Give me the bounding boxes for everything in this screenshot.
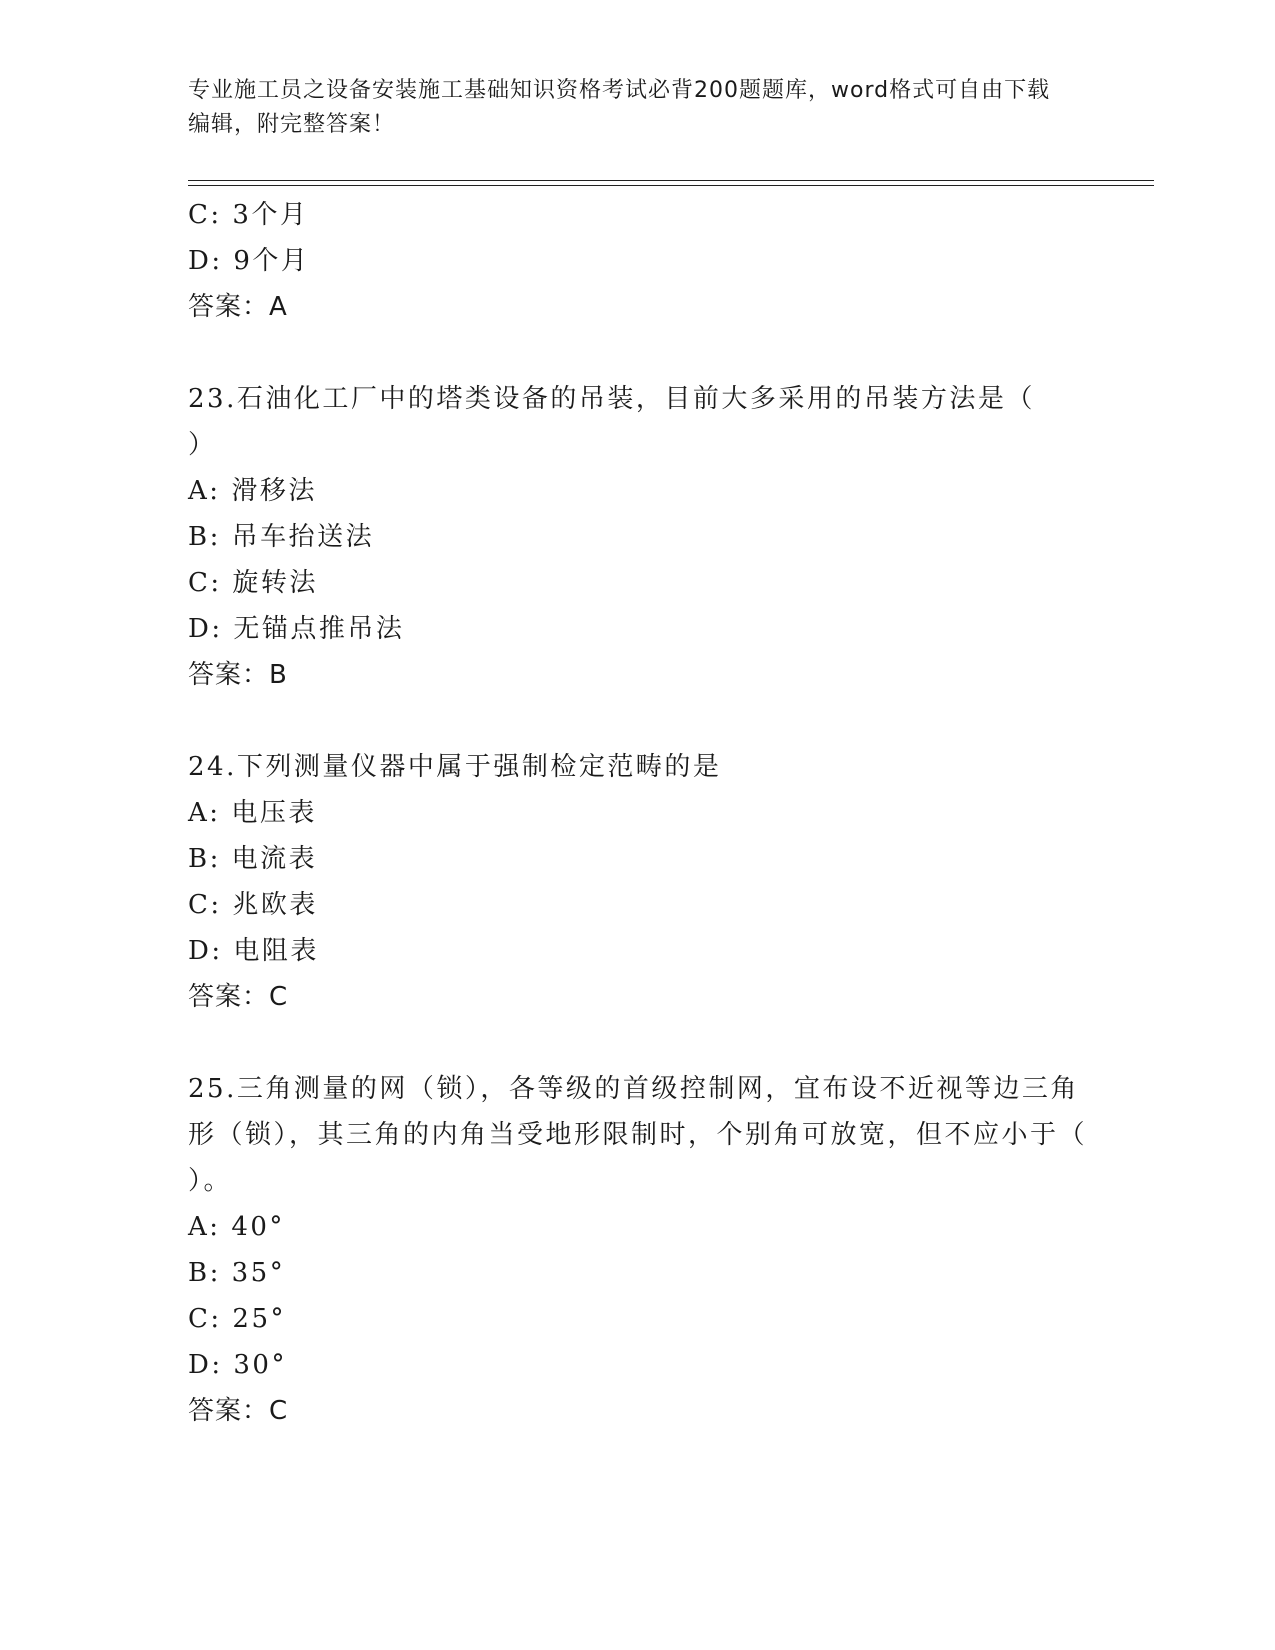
- option-key: B:: [188, 1258, 221, 1288]
- option-c: [188, 882, 1088, 928]
- answer: 答案：A: [188, 292, 288, 322]
- question-list: [188, 192, 1088, 1434]
- spacer: [188, 698, 1088, 744]
- option-key: B:: [188, 522, 221, 552]
- option-d: [188, 238, 1088, 284]
- question-25: [188, 1066, 1088, 1434]
- option-key: A:: [188, 1212, 221, 1242]
- question-text: [188, 1066, 1088, 1204]
- option-d: [188, 606, 1088, 652]
- option-text: 3个月: [232, 200, 309, 230]
- option-key: A:: [188, 798, 221, 828]
- option-text: 电压表: [231, 798, 317, 828]
- option-b: [188, 836, 1088, 882]
- option-text: 40°: [231, 1212, 285, 1242]
- option-text: 9个月: [233, 246, 310, 276]
- document-header: 专业施工员之设备安装施工基础知识资格考试必背200题题库，word格式可自由下载编辑，附完整答案！: [188, 78, 1051, 137]
- option-text: 25°: [232, 1304, 287, 1334]
- option-text: 30°: [233, 1350, 287, 1380]
- option-key: C:: [188, 1304, 222, 1334]
- option-text: 兆欧表: [232, 890, 318, 920]
- answer: 答案：B: [188, 660, 288, 690]
- option-a: [188, 790, 1088, 836]
- partial-question: [188, 192, 1088, 330]
- option-key: D:: [188, 614, 223, 644]
- option-key: C:: [188, 568, 222, 598]
- option-d: [188, 1342, 1088, 1388]
- option-key: D:: [188, 936, 223, 966]
- option-c: [188, 1296, 1088, 1342]
- option-d: [188, 928, 1088, 974]
- question-number: 23.: [188, 384, 237, 414]
- answer: 答案：C: [188, 982, 289, 1012]
- option-text: 吊车抬送法: [231, 522, 375, 552]
- option-text: 电阻表: [233, 936, 319, 966]
- question-number: 24.: [188, 752, 237, 782]
- header-rule-top: [188, 180, 1154, 181]
- option-text: 电流表: [231, 844, 318, 874]
- option-key: B:: [188, 844, 221, 874]
- option-c: [188, 192, 1088, 238]
- question-text: [188, 376, 1058, 468]
- question-text: [188, 744, 1088, 790]
- question-23: [188, 376, 1088, 698]
- option-key: C:: [188, 890, 222, 920]
- option-text: 旋转法: [232, 568, 318, 598]
- option-c: [188, 560, 1088, 606]
- option-text: 滑移法: [231, 476, 317, 506]
- option-key: A:: [188, 476, 221, 506]
- answer: 答案：C: [188, 1396, 289, 1426]
- option-key: D:: [188, 246, 223, 276]
- header-rule-bottom: [188, 185, 1154, 186]
- option-text: 35°: [231, 1258, 286, 1288]
- spacer: [188, 1020, 1088, 1066]
- spacer: [188, 330, 1088, 376]
- question-body: 石油化工厂中的塔类设备的吊装，目前大多采用的吊装方法是（ ）: [188, 384, 1035, 460]
- option-key: D:: [188, 1350, 223, 1380]
- option-a: [188, 1204, 1088, 1250]
- option-a: [188, 468, 1088, 514]
- question-body: 下列测量仪器中属于强制检定范畴的是: [236, 752, 722, 782]
- question-24: [188, 744, 1088, 1020]
- question-body: 三角测量的网（锁），各等级的首级控制网，宜布设不近视等边三角形（锁），其三角的内角当受地形限制时，个别角可放宽，但不应小于（ ）。: [188, 1074, 1088, 1196]
- option-text: 无锚点推吊法: [233, 614, 405, 644]
- option-b: [188, 514, 1088, 560]
- question-number: 25.: [188, 1074, 237, 1104]
- option-b: [188, 1250, 1088, 1296]
- option-key: C:: [188, 200, 222, 230]
